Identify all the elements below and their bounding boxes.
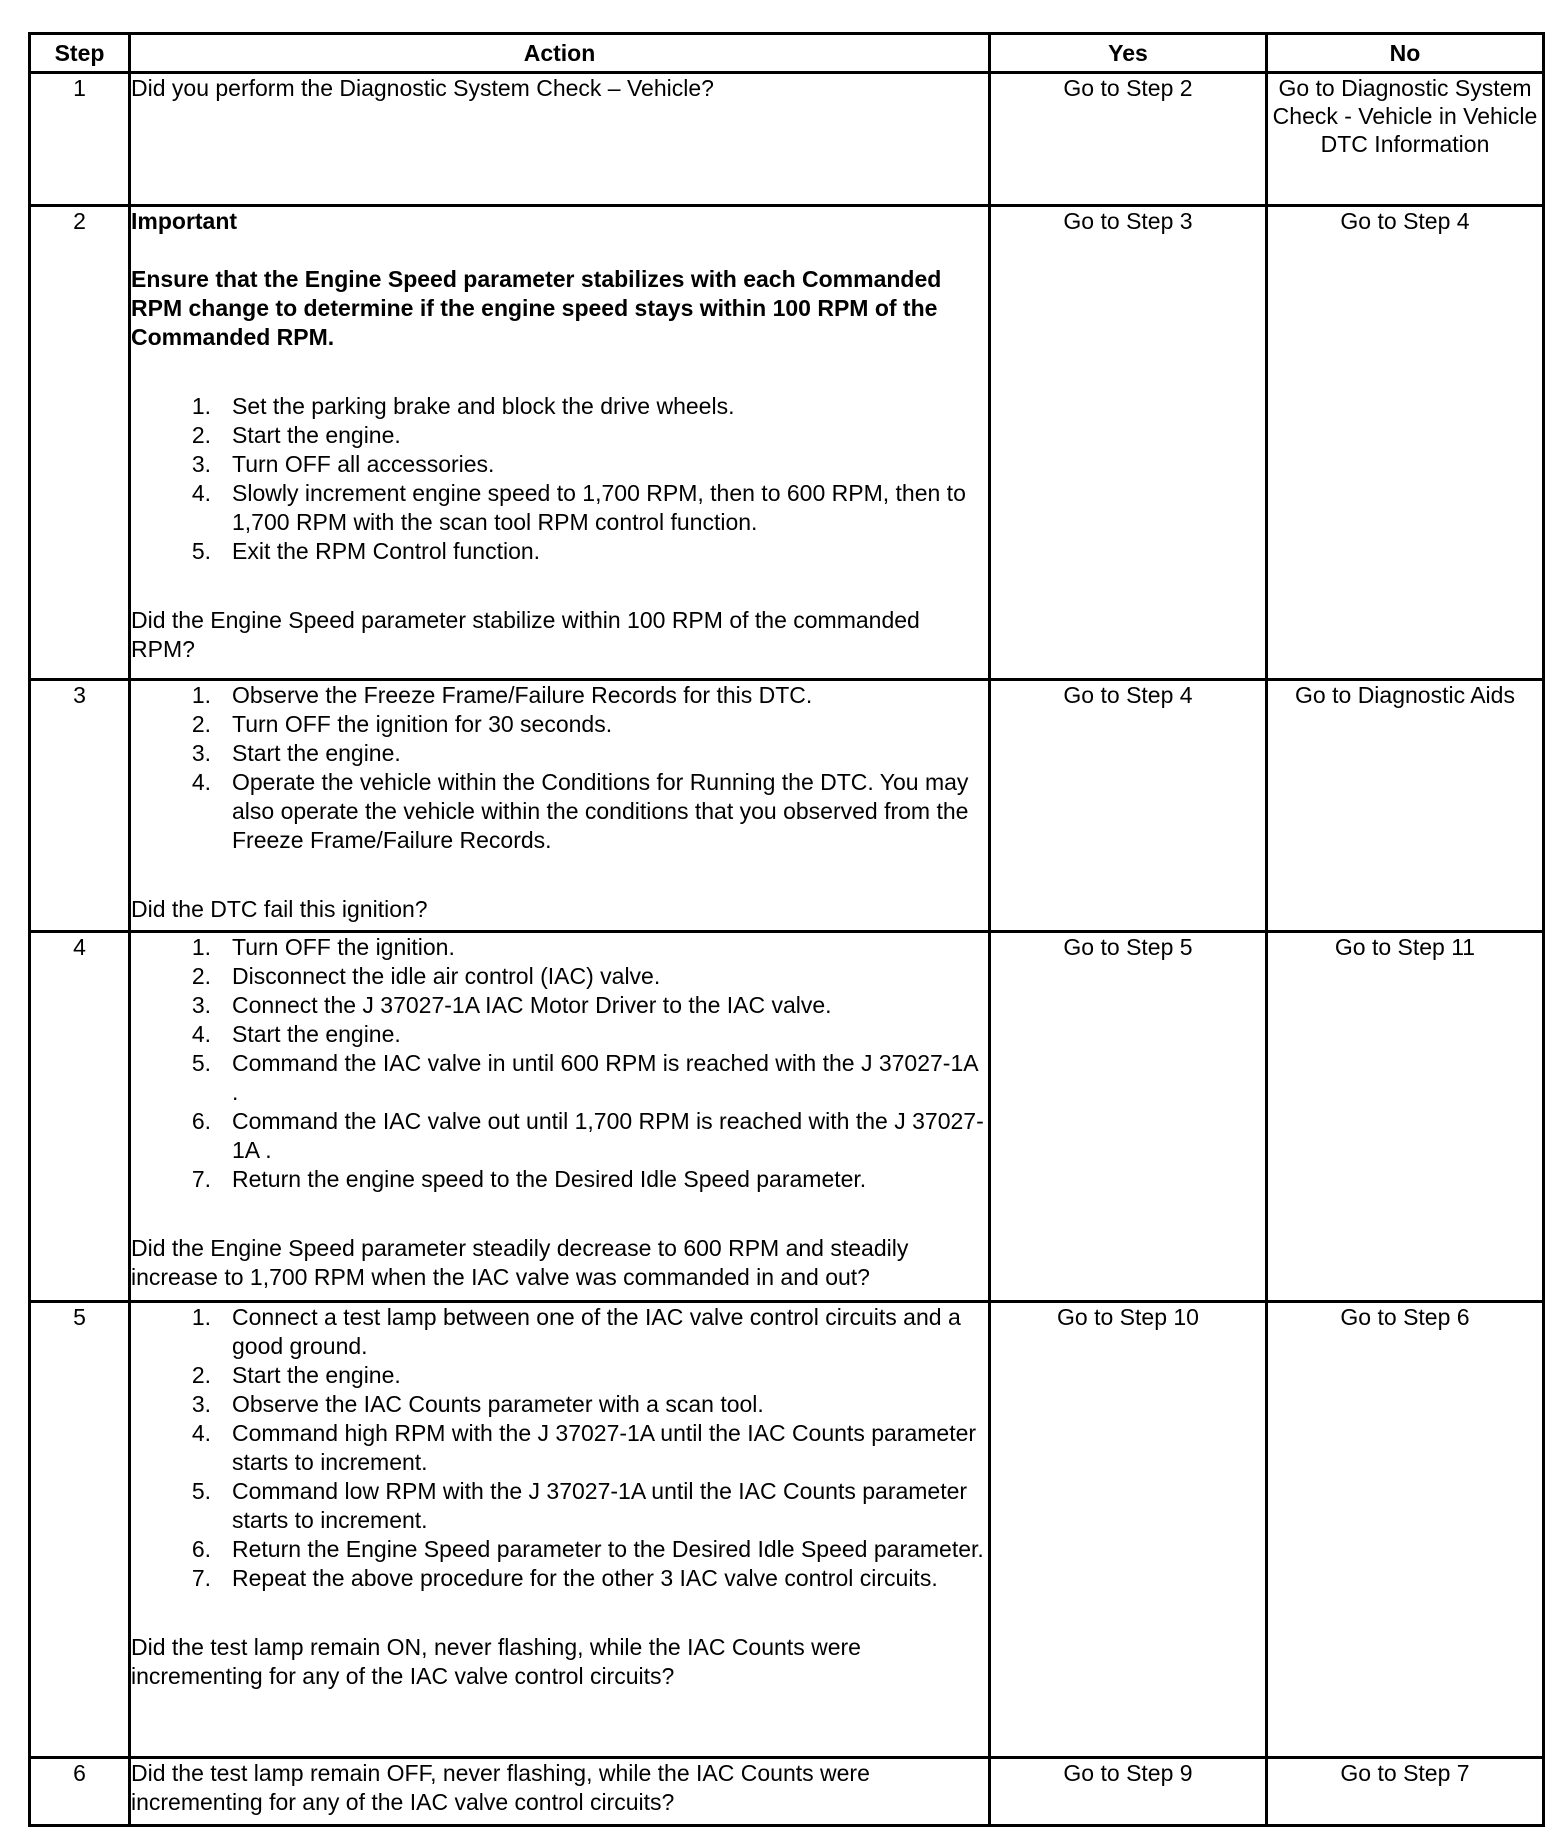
diagnostic-table — [28, 32, 1545, 1827]
question-text: Did the test lamp remain ON, never flashing, while the IAC Counts were incrementing for any of the IAC valve control circuits? — [131, 1634, 861, 1689]
no-link[interactable]: Go to Step 7 — [1267, 1758, 1544, 1826]
list-item: 5. Exit the RPM Control function. — [191, 538, 541, 564]
list-item: 1. Turn OFF the ignition. — [191, 934, 455, 960]
important-text: Ensure that the Engine Speed parameter stabilizes with each Commanded RPM change to determine if the engine speed stays within 100 RPM of the Commanded RPM. — [131, 266, 942, 350]
step-number: 1 — [30, 73, 130, 206]
yes-link[interactable]: Go to Step 10 — [990, 1302, 1267, 1758]
list-item: 4. Command high RPM with the J 37027-1A until the IAC Counts parameter starts to increment. — [191, 1420, 977, 1475]
question-text: Did the Engine Speed parameter stabilize within 100 RPM of the commanded RPM? — [131, 607, 920, 662]
question-text: Did the test lamp remain OFF, never flashing, while the IAC Counts were incrementing for any of the IAC valve control circuits? — [131, 1760, 870, 1815]
yes-link[interactable]: Go to Step 3 — [990, 206, 1267, 680]
action-cell — [130, 932, 990, 1302]
step-list — [131, 933, 988, 1194]
list-item: 1. Observe the Freeze Frame/Failure Records for this DTC. — [191, 682, 813, 708]
list-item: 3. Start the engine. — [191, 740, 401, 766]
list-item: 5. Command the IAC valve in until 600 RPM is reached with the J 37027-1A . — [191, 1050, 978, 1105]
list-item: 2. Start the engine. — [191, 422, 401, 448]
table-row-step-2 — [30, 206, 1544, 680]
important-label: Important — [131, 208, 238, 234]
action-cell — [130, 680, 990, 932]
list-item: 4. Slowly increment engine speed to 1,700 RPM, then to 600 RPM, then to 1,700 RPM with the scan tool RPM control function. — [191, 480, 966, 535]
list-item: 3. Observe the IAC Counts parameter with a scan tool. — [191, 1391, 764, 1417]
list-item: 5. Command low RPM with the J 37027-1A until the IAC Counts parameter starts to increment. — [191, 1478, 968, 1533]
list-item: 6. Command the IAC valve out until 1,700 RPM is reached with the J 37027-1A . — [191, 1108, 984, 1163]
list-item: 4. Operate the vehicle within the Conditions for Running the DTC. You may also operate the vehicle within the conditions that you observed from the Freeze Frame/Failure Records. — [191, 769, 969, 853]
question-text: Did the Engine Speed parameter steadily decrease to 600 RPM and steadily increase to 1,700 RPM when the IAC valve was commanded in and out? — [131, 1235, 909, 1290]
question-text: Did you perform the Diagnostic System Check – Vehicle? — [131, 75, 714, 101]
header-row — [30, 34, 1544, 73]
list-item: 1. Set the parking brake and block the drive wheels. — [191, 393, 735, 419]
no-link[interactable]: Go to Step 11 — [1267, 932, 1544, 1302]
table-row-step-6 — [30, 1758, 1544, 1826]
action-cell — [130, 73, 990, 206]
no-link[interactable]: Go to Step 6 — [1267, 1302, 1544, 1758]
yes-link[interactable]: Go to Step 2 — [990, 73, 1267, 206]
step-number: 3 — [30, 680, 130, 932]
yes-link[interactable]: Go to Step 4 — [990, 680, 1267, 932]
list-item: 2. Start the engine. — [191, 1362, 401, 1388]
step-list — [131, 392, 988, 566]
list-item: 3. Turn OFF all accessories. — [191, 451, 495, 477]
table-row-step-3 — [30, 680, 1544, 932]
yes-link[interactable]: Go to Step 5 — [990, 932, 1267, 1302]
step-list — [131, 1303, 988, 1593]
list-item: 2. Disconnect the idle air control (IAC) valve. — [191, 963, 661, 989]
list-item: 6. Return the Engine Speed parameter to the Desired Idle Speed parameter. — [191, 1536, 984, 1562]
table-row-step-5 — [30, 1302, 1544, 1758]
question-text: Did the DTC fail this ignition? — [131, 896, 428, 922]
step-list — [131, 681, 988, 855]
yes-link[interactable]: Go to Step 9 — [990, 1758, 1267, 1826]
list-item: 7. Repeat the above procedure for the other 3 IAC valve control circuits. — [191, 1565, 938, 1591]
step-number: 6 — [30, 1758, 130, 1826]
header-no: No — [1267, 34, 1544, 73]
action-cell — [130, 1302, 990, 1758]
action-cell — [130, 1758, 990, 1826]
list-item: 2. Turn OFF the ignition for 30 seconds. — [191, 711, 613, 737]
header-action: Action — [130, 34, 990, 73]
step-number: 2 — [30, 206, 130, 680]
header-step: Step — [30, 34, 130, 73]
step-number: 5 — [30, 1302, 130, 1758]
list-item: 3. Connect the J 37027-1A IAC Motor Driver to the IAC valve. — [191, 992, 832, 1018]
table-row-step-4 — [30, 932, 1544, 1302]
no-link[interactable]: Go to Diagnostic System Check - Vehicle in Vehicle DTC Information — [1267, 73, 1544, 206]
list-item: 7. Return the engine speed to the Desired Idle Speed parameter. — [191, 1166, 867, 1192]
table-row-step-1 — [30, 73, 1544, 206]
step-number: 4 — [30, 932, 130, 1302]
no-link[interactable]: Go to Step 4 — [1267, 206, 1544, 680]
list-item: 1. Connect a test lamp between one of the IAC valve control circuits and a good ground. — [191, 1304, 961, 1359]
action-cell — [130, 206, 990, 680]
list-item: 4. Start the engine. — [191, 1021, 401, 1047]
header-yes: Yes — [990, 34, 1267, 73]
no-link[interactable]: Go to Diagnostic Aids — [1267, 680, 1544, 932]
